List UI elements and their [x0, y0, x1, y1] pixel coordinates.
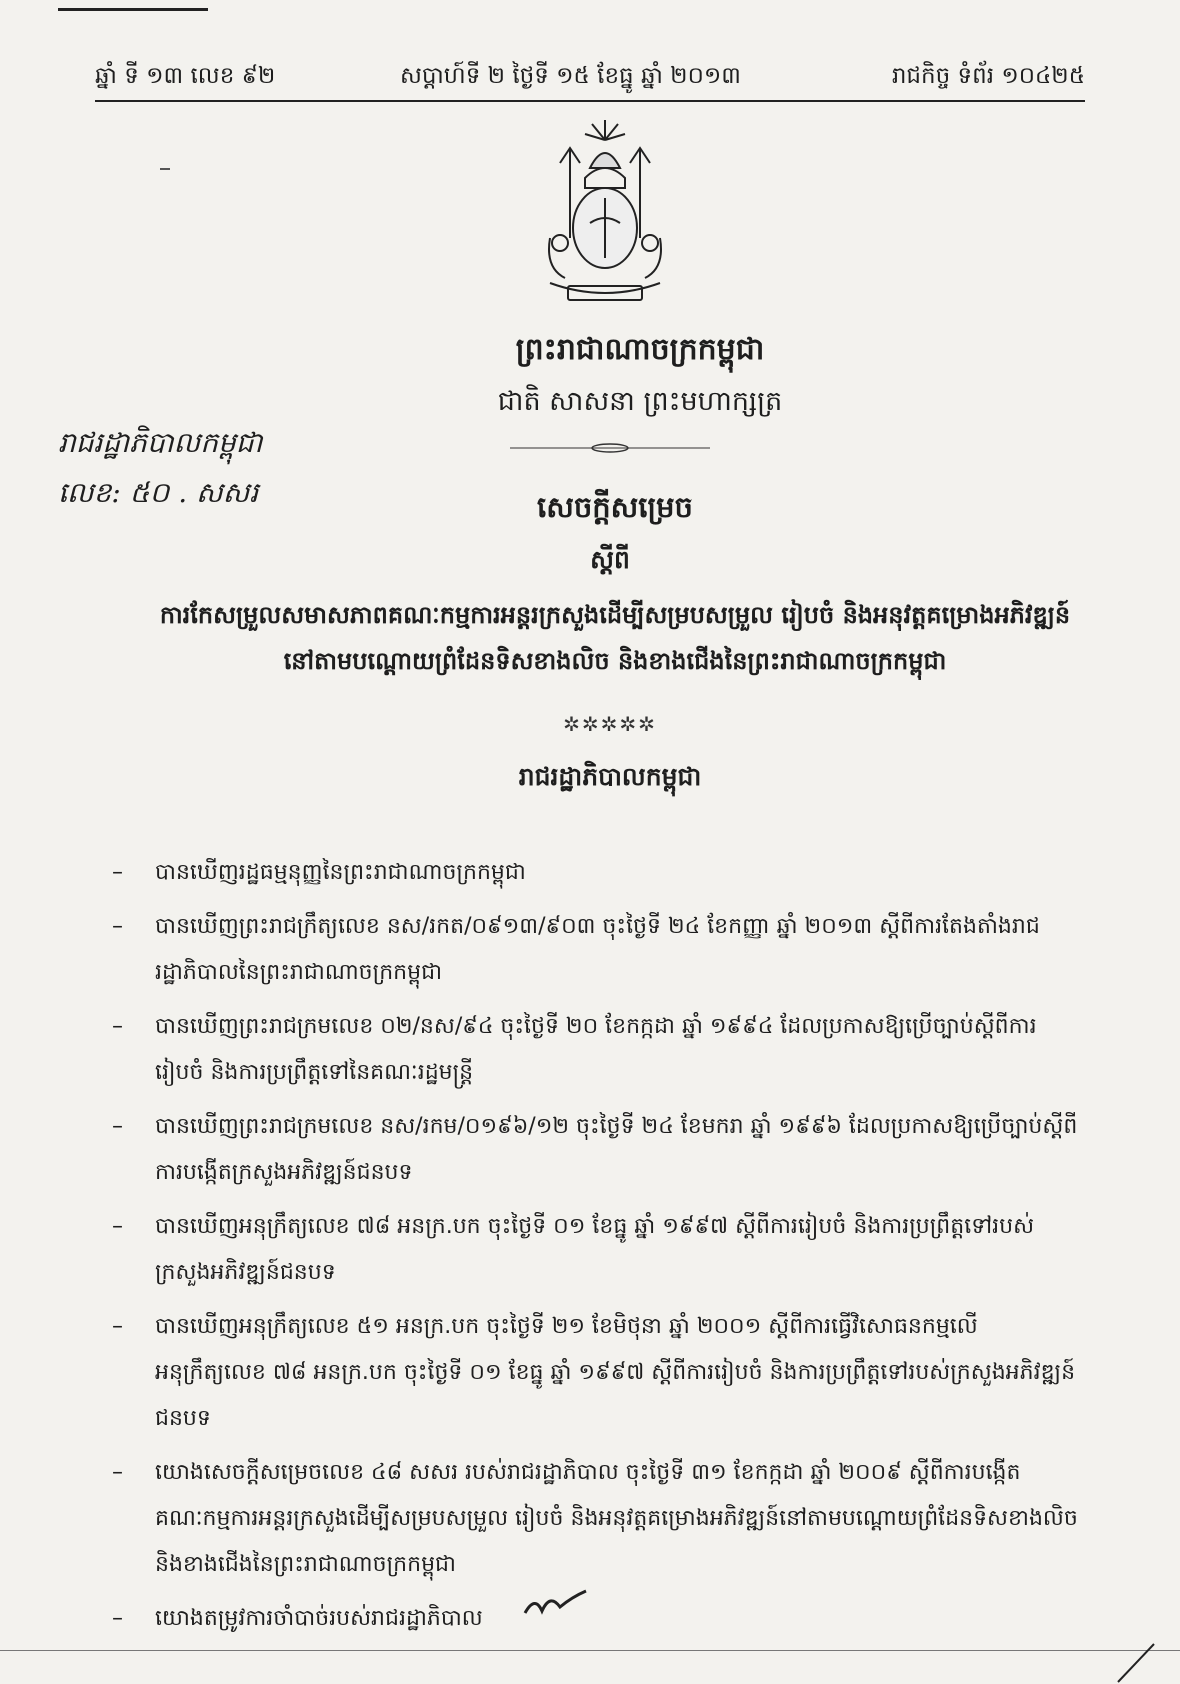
sun-rays-icon: [585, 120, 625, 140]
recital-item: [100, 1104, 1085, 1196]
corner-pen-stroke-icon: [1110, 1640, 1160, 1684]
gazette-header: [95, 62, 1085, 98]
dash-bullet: –: [112, 1014, 123, 1039]
dash-bullet: –: [112, 1606, 123, 1631]
recital-text: បានឃើញរដ្ឋធម្មនុញ្ញនៃព្រះរាជាណាចក្រកម្ពុជា: [155, 860, 526, 885]
recital-text: បានឃើញអនុក្រឹត្យលេខ ៧៨ អនក្រ.បក ចុះថ្ងៃទី ០១ ខែធ្នូ ឆ្នាំ ១៩៩៧ ស្តីពីការរៀបចំ និងការប្រព្រឹត្តទៅរបស់ក្រសួងអភិវឌ្ឍន៍ជនបទ: [155, 1214, 1035, 1285]
recital-item: [100, 1304, 1085, 1442]
header-rule: [95, 100, 1085, 102]
recital-list: [100, 850, 1085, 1650]
dash-bullet: –: [112, 1314, 123, 1339]
bottom-rule: [0, 1650, 1180, 1651]
recital-text: បានឃើញព្រះរាជក្រមលេខ នស/រកម/០១៩៦/១២ ចុះថ្ងៃទី ២៤ ខែមករា ឆ្នាំ ១៩៩៦ ដែលប្រកាសឱ្យប្រើច្បាប់ស្តីពីការបង្កើតក្រសួងអភិវឌ្ឍន៍ជនបទ: [155, 1114, 1078, 1185]
star-separator: ✲✲✲✲✲: [563, 712, 657, 736]
recital-item: [100, 1204, 1085, 1296]
dash-bullet: –: [112, 1460, 123, 1485]
about-label: ស្តីពី: [590, 545, 630, 574]
recital-item: [100, 1004, 1085, 1096]
document-subject: ការកែសម្រួលសមាសភាពគណៈកម្មការអន្តរក្រសួងដើម្បីសម្របសម្រួល រៀបចំ និងអនុវត្តគម្រោងអភិវឌ្ឍន៍នៅតាមបណ្តោយព្រំដែនទិសខាងលិច និងខាងជើងនៃព្រះរាជាណាចក្រកម្ពុជា: [159, 600, 1071, 675]
dash-bullet: –: [112, 1114, 123, 1139]
document-type-title: សេចក្តីសម្រេច: [537, 490, 693, 524]
recital-text: យោងសេចក្តីសម្រេចលេខ ៤៨ សសរ របស់រាជរដ្ឋាភិបាល ចុះថ្ងៃទី ៣១ ខែកក្កដា ឆ្នាំ ២០០៩ ស្តីពីការបង្កើតគណៈកម្មការអន្តរក្រសួងដើម្បីសម្របសម្រួល រៀបចំ និងអនុវត្តគម្រោងអភិវឌ្ឍន៍នៅតាមបណ្តោយព្រំដែនទិសខាងលិច និងខាងជើងនៃព្រះរាជាណាចក្រកម្ពុជា: [155, 1460, 1078, 1577]
recital-item: [100, 1450, 1085, 1588]
dash-bullet: –: [112, 914, 123, 939]
document-number: លេខ: ៥០ . សសរ: [58, 476, 259, 509]
initial-mark-icon: [520, 1585, 590, 1620]
recital-text: បានឃើញព្រះរាជក្រឹត្យលេខ នស/រកត/០៩១៣/៩០៣ ចុះថ្ងៃទី ២៤ ខែកញ្ញា ឆ្នាំ ២០១៣ ស្តីពីការតែងតាំងរាជរដ្ឋាភិបាលនៃព្រះរាជាណាចក្រកម្ពុជា: [155, 914, 1040, 985]
ornament-divider-icon: [510, 442, 710, 454]
speck-mark: [160, 168, 170, 170]
national-motto: ជាតិ សាសនា ព្រះមហាក្សត្រ: [497, 386, 783, 417]
issue-date: សប្តាហ៍ទី ២ ថ្ងៃទី ១៥ ខែធ្នូ ឆ្នាំ ២០១៣: [400, 63, 741, 89]
recital-item: [100, 850, 1085, 896]
recital-item: [100, 904, 1085, 996]
dash-bullet: –: [112, 1214, 123, 1239]
issuing-authority-handwritten: រាជរដ្ឋាភិបាលកម្ពុជា: [58, 426, 263, 459]
recital-text: បានឃើញអនុក្រឹត្យលេខ ៥១ អនក្រ.បក ចុះថ្ងៃទី ២១ ខែមិថុនា ឆ្នាំ ២០០១ ស្តីពីការធ្វើវិសោធនកម្មលើអនុក្រឹត្យលេខ ៧៨ អនក្រ.បក ចុះថ្ងៃទី ០១ ខែធ្នូ ឆ្នាំ ១៩៩៧ ស្តីពីការរៀបចំ និងការប្រព្រឹត្តទៅរបស់ក្រសួងអភិវឌ្ឍន៍ជនបទ: [155, 1314, 1076, 1431]
kingdom-name: ព្រះរាជាណាចក្រកម្ពុជា: [515, 332, 765, 367]
recital-text: បានឃើញព្រះរាជក្រមលេខ ០២/នស/៩៤ ចុះថ្ងៃទី ២០ ខែកក្កដា ឆ្នាំ ១៩៩៤ ដែលប្រកាសឱ្យប្រើច្បាប់ស្តីពីការរៀបចំ និងការប្រព្រឹត្តទៅនៃគណៈរដ្ឋមន្ត្រី: [155, 1014, 1037, 1085]
dash-bullet: –: [112, 860, 123, 885]
royal-coat-of-arms-icon: [530, 118, 680, 308]
top-rule: [58, 8, 208, 11]
issue-info: ឆ្នាំ ទី ១៣ លេខ ៩២: [95, 63, 276, 89]
recital-text: យោងតម្រូវការចាំបាច់របស់រាជរដ្ឋាភិបាល: [155, 1606, 483, 1631]
page-number: រាជកិច្ច ទំព័រ ១០៤២៥: [891, 63, 1085, 89]
recital-item: [100, 1596, 1085, 1642]
issuer-heading: រាជរដ្ឋាភិបាលកម្ពុជា: [518, 762, 702, 791]
